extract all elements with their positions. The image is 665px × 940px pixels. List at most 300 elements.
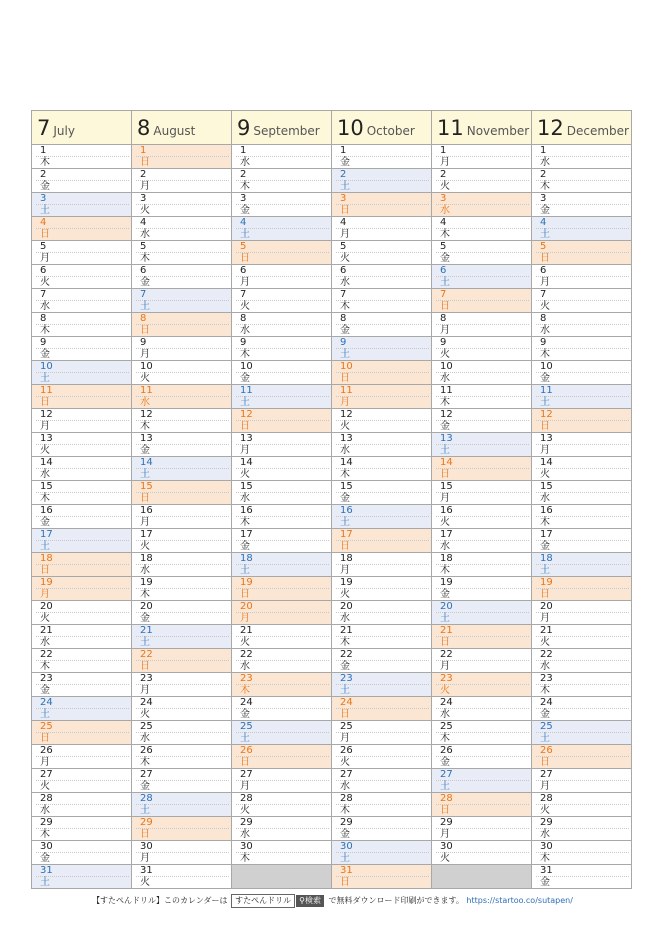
day-number: 21 (40, 625, 53, 636)
day-cell (132, 289, 232, 313)
day-cell (532, 313, 632, 337)
day-number: 9 (240, 337, 247, 348)
day-cell (232, 577, 332, 601)
day-number: 2 (40, 169, 47, 180)
day-row (32, 193, 632, 217)
weekday-label: 水 (340, 277, 350, 288)
day-number: 28 (140, 793, 153, 804)
weekday-label: 土 (240, 565, 250, 576)
weekday-label: 金 (540, 205, 550, 216)
weekday-label: 金 (40, 181, 50, 192)
day-cell (232, 553, 332, 577)
day-row (32, 841, 632, 865)
day-number: 16 (140, 505, 153, 516)
day-row (32, 505, 632, 529)
day-cell (32, 169, 132, 193)
weekday-label: 月 (540, 613, 550, 624)
day-number: 9 (40, 337, 47, 348)
day-number: 20 (440, 601, 453, 612)
day-number: 7 (540, 289, 547, 300)
day-cell (132, 505, 232, 529)
day-cell (32, 289, 132, 313)
day-number: 1 (340, 145, 347, 156)
day-number: 27 (440, 769, 453, 780)
weekday-label: 日 (140, 493, 150, 504)
weekday-label: 水 (140, 565, 150, 576)
weekday-label: 金 (440, 253, 450, 264)
day-number: 21 (540, 625, 553, 636)
day-number: 22 (340, 649, 353, 660)
weekday-label: 水 (240, 325, 250, 336)
footer-url[interactable]: https://startoo.co/sutapen/ (466, 896, 573, 905)
day-number: 18 (240, 553, 253, 564)
day-cell (432, 433, 532, 457)
day-row (32, 313, 632, 337)
day-number: 13 (40, 433, 53, 444)
weekday-label: 日 (540, 421, 550, 432)
day-cell (32, 745, 132, 769)
weekday-label: 月 (540, 277, 550, 288)
weekday-label: 火 (340, 421, 350, 432)
day-cell (32, 313, 132, 337)
weekday-label: 火 (340, 253, 350, 264)
day-cell (432, 721, 532, 745)
day-number: 26 (340, 745, 353, 756)
day-cell (532, 793, 632, 817)
day-number: 28 (40, 793, 53, 804)
day-cell (532, 841, 632, 865)
weekday-label: 木 (540, 685, 550, 696)
day-cell (32, 865, 132, 889)
day-cell (432, 217, 532, 241)
month-number: 12 (537, 115, 564, 140)
weekday-label: 金 (40, 685, 50, 696)
day-number: 20 (340, 601, 353, 612)
day-cell (532, 361, 632, 385)
day-cell (332, 553, 432, 577)
day-number: 16 (440, 505, 453, 516)
day-number: 1 (240, 145, 247, 156)
day-cell (232, 385, 332, 409)
empty-day-cell (232, 865, 332, 889)
month-number: 8 (137, 115, 151, 140)
day-cell (132, 721, 232, 745)
weekday-label: 日 (40, 565, 50, 576)
day-row (32, 361, 632, 385)
day-cell (132, 409, 232, 433)
weekday-label: 日 (540, 589, 550, 600)
day-number: 3 (440, 193, 447, 204)
day-cell (532, 337, 632, 361)
day-number: 15 (340, 481, 353, 492)
day-number: 3 (140, 193, 147, 204)
weekday-label: 木 (140, 757, 150, 768)
day-number: 11 (40, 385, 53, 396)
day-row (32, 745, 632, 769)
day-row (32, 169, 632, 193)
day-cell (132, 577, 232, 601)
day-number: 22 (240, 649, 253, 660)
weekday-label: 月 (240, 781, 250, 792)
weekday-label: 木 (240, 349, 250, 360)
day-number: 16 (540, 505, 553, 516)
day-cell (232, 649, 332, 673)
weekday-label: 水 (40, 805, 50, 816)
day-number: 24 (40, 697, 53, 708)
day-cell (232, 817, 332, 841)
day-number: 20 (40, 601, 53, 612)
day-cell (332, 241, 432, 265)
day-cell (532, 289, 632, 313)
weekday-label: 月 (440, 493, 450, 504)
day-cell (32, 385, 132, 409)
day-cell (532, 145, 632, 169)
day-cell (32, 529, 132, 553)
weekday-label: 水 (140, 229, 150, 240)
weekday-label: 火 (440, 853, 450, 864)
weekday-label: 火 (340, 757, 350, 768)
day-row (32, 457, 632, 481)
day-cell (332, 697, 432, 721)
day-number: 6 (540, 265, 547, 276)
weekday-label: 金 (240, 205, 250, 216)
weekday-label: 木 (540, 853, 550, 864)
day-number: 19 (140, 577, 153, 588)
day-number: 16 (340, 505, 353, 516)
day-number: 29 (440, 817, 453, 828)
day-cell (132, 625, 232, 649)
day-cell (32, 217, 132, 241)
weekday-label: 土 (140, 469, 150, 480)
weekday-label: 土 (540, 397, 550, 408)
day-cell (332, 769, 432, 793)
day-number: 6 (240, 265, 247, 276)
day-number: 4 (440, 217, 447, 228)
day-number: 2 (140, 169, 147, 180)
day-cell (32, 673, 132, 697)
day-cell (332, 601, 432, 625)
day-number: 5 (40, 241, 47, 252)
weekday-label: 火 (540, 637, 550, 648)
day-cell (32, 433, 132, 457)
day-number: 29 (340, 817, 353, 828)
weekday-label: 日 (340, 205, 350, 216)
day-number: 8 (40, 313, 47, 324)
day-number: 23 (540, 673, 553, 684)
weekday-label: 月 (440, 157, 450, 168)
day-cell (432, 289, 532, 313)
day-number: 19 (540, 577, 553, 588)
day-number: 6 (440, 265, 447, 276)
day-row (32, 409, 632, 433)
day-cell (532, 433, 632, 457)
day-row (32, 145, 632, 169)
day-row (32, 649, 632, 673)
month-number: 9 (237, 115, 251, 140)
search-button (296, 895, 324, 907)
day-cell (232, 433, 332, 457)
weekday-label: 木 (540, 181, 550, 192)
day-cell (532, 217, 632, 241)
day-number: 2 (340, 169, 347, 180)
day-cell (132, 313, 232, 337)
weekday-label: 木 (240, 685, 250, 696)
weekday-label: 水 (340, 781, 350, 792)
day-cell (532, 577, 632, 601)
weekday-label: 土 (240, 397, 250, 408)
day-cell (32, 817, 132, 841)
day-cell (32, 361, 132, 385)
weekday-label: 金 (40, 349, 50, 360)
day-row (32, 697, 632, 721)
day-cell (432, 457, 532, 481)
day-number: 24 (140, 697, 153, 708)
weekday-label: 木 (240, 181, 250, 192)
day-cell (332, 337, 432, 361)
day-cell (432, 841, 532, 865)
month-header-row (32, 111, 632, 145)
day-number: 11 (440, 385, 453, 396)
weekday-label: 金 (340, 325, 350, 336)
day-cell (332, 313, 432, 337)
day-cell (32, 841, 132, 865)
weekday-label: 水 (440, 709, 450, 720)
day-row (32, 337, 632, 361)
weekday-label: 水 (140, 397, 150, 408)
weekday-label: 水 (240, 493, 250, 504)
day-number: 14 (340, 457, 353, 468)
day-number: 17 (540, 529, 553, 540)
weekday-label: 金 (440, 589, 450, 600)
search-icon: ⚲ (299, 896, 305, 905)
day-cell (532, 625, 632, 649)
day-number: 31 (140, 865, 153, 876)
weekday-label: 火 (40, 277, 50, 288)
day-cell (332, 361, 432, 385)
day-number: 18 (440, 553, 453, 564)
weekday-label: 月 (40, 421, 50, 432)
day-cell (432, 193, 532, 217)
day-number: 14 (140, 457, 153, 468)
weekday-label: 水 (540, 493, 550, 504)
day-cell (132, 649, 232, 673)
weekday-label: 金 (340, 493, 350, 504)
day-number: 25 (440, 721, 453, 732)
day-cell (332, 625, 432, 649)
day-number: 9 (140, 337, 147, 348)
weekday-label: 日 (540, 757, 550, 768)
weekday-label: 金 (440, 421, 450, 432)
weekday-label: 水 (540, 661, 550, 672)
weekday-label: 水 (440, 541, 450, 552)
month-header (132, 111, 232, 145)
day-number: 12 (540, 409, 553, 420)
day-cell (432, 553, 532, 577)
day-cell (232, 793, 332, 817)
weekday-label: 木 (340, 469, 350, 480)
day-number: 28 (440, 793, 453, 804)
day-cell (332, 481, 432, 505)
day-cell (432, 601, 532, 625)
day-cell (32, 649, 132, 673)
day-cell (32, 241, 132, 265)
day-row (32, 217, 632, 241)
day-number: 1 (540, 145, 547, 156)
day-cell (232, 337, 332, 361)
weekday-label: 金 (540, 541, 550, 552)
weekday-label: 日 (240, 421, 250, 432)
day-number: 18 (140, 553, 153, 564)
day-row (32, 625, 632, 649)
weekday-label: 日 (140, 157, 150, 168)
footer-suffix: で無料ダウンロード印刷ができます。 (328, 896, 464, 905)
weekday-label: 日 (40, 397, 50, 408)
day-row (32, 553, 632, 577)
day-number: 17 (340, 529, 353, 540)
weekday-label: 火 (40, 781, 50, 792)
weekday-label: 火 (540, 301, 550, 312)
day-number: 26 (240, 745, 253, 756)
day-cell (132, 769, 232, 793)
day-cell (432, 481, 532, 505)
day-number: 21 (340, 625, 353, 636)
day-number: 28 (340, 793, 353, 804)
day-cell (132, 193, 232, 217)
day-cell (232, 625, 332, 649)
weekday-label: 日 (440, 469, 450, 480)
weekday-label: 土 (40, 205, 50, 216)
weekday-label: 月 (40, 589, 50, 600)
day-number: 31 (540, 865, 553, 876)
day-cell (132, 217, 232, 241)
weekday-label: 水 (440, 205, 450, 216)
weekday-label: 木 (540, 517, 550, 528)
weekday-label: 火 (40, 613, 50, 624)
day-cell (132, 457, 232, 481)
day-number: 24 (440, 697, 453, 708)
day-cell (532, 865, 632, 889)
day-number: 7 (140, 289, 147, 300)
day-cell (132, 697, 232, 721)
day-cell (32, 601, 132, 625)
day-cell (332, 721, 432, 745)
weekday-label: 金 (40, 853, 50, 864)
weekday-label: 金 (240, 541, 250, 552)
day-row (32, 289, 632, 313)
day-number: 7 (340, 289, 347, 300)
day-cell (32, 553, 132, 577)
weekday-label: 日 (440, 805, 450, 816)
day-number: 21 (440, 625, 453, 636)
weekday-label: 火 (440, 181, 450, 192)
day-cell (532, 265, 632, 289)
day-number: 14 (540, 457, 553, 468)
weekday-label: 月 (340, 229, 350, 240)
day-number: 26 (140, 745, 153, 756)
day-cell (132, 433, 232, 457)
day-number: 13 (140, 433, 153, 444)
day-number: 2 (240, 169, 247, 180)
day-number: 10 (40, 361, 53, 372)
day-cell (332, 745, 432, 769)
day-number: 4 (140, 217, 147, 228)
day-number: 10 (440, 361, 453, 372)
day-cell (232, 721, 332, 745)
weekday-label: 月 (440, 661, 450, 672)
weekday-label: 日 (240, 589, 250, 600)
weekday-label: 月 (240, 445, 250, 456)
day-number: 11 (540, 385, 553, 396)
day-number: 6 (40, 265, 47, 276)
weekday-label: 水 (40, 301, 50, 312)
day-cell (532, 697, 632, 721)
day-number: 17 (140, 529, 153, 540)
weekday-label: 火 (440, 685, 450, 696)
day-number: 22 (540, 649, 553, 660)
day-number: 23 (40, 673, 53, 684)
weekday-label: 月 (340, 397, 350, 408)
day-number: 15 (540, 481, 553, 492)
day-cell (232, 241, 332, 265)
day-row (32, 481, 632, 505)
weekday-label: 金 (40, 517, 50, 528)
month-number: 10 (337, 115, 364, 140)
day-cell (332, 193, 432, 217)
month-name: November (466, 123, 530, 138)
weekday-label: 月 (240, 277, 250, 288)
month-name: October (366, 123, 415, 138)
day-number: 12 (140, 409, 153, 420)
footer (0, 894, 665, 908)
day-cell (432, 385, 532, 409)
day-cell (332, 433, 432, 457)
day-cell (32, 577, 132, 601)
day-number: 30 (340, 841, 353, 852)
day-cell (432, 265, 532, 289)
weekday-label: 日 (340, 541, 350, 552)
weekday-label: 土 (340, 517, 350, 528)
day-number: 21 (140, 625, 153, 636)
day-cell (32, 193, 132, 217)
weekday-label: 火 (140, 541, 150, 552)
weekday-label: 月 (240, 613, 250, 624)
day-number: 28 (240, 793, 253, 804)
day-cell (232, 529, 332, 553)
day-row (32, 793, 632, 817)
month-number: 7 (37, 115, 51, 140)
weekday-label: 木 (40, 493, 50, 504)
day-number: 8 (240, 313, 247, 324)
day-cell (532, 529, 632, 553)
weekday-label: 月 (540, 445, 550, 456)
day-cell (132, 553, 232, 577)
day-cell (332, 817, 432, 841)
day-cell (32, 697, 132, 721)
weekday-label: 日 (140, 325, 150, 336)
weekday-label: 水 (340, 445, 350, 456)
weekday-label: 木 (240, 517, 250, 528)
day-cell (132, 817, 232, 841)
day-number: 30 (240, 841, 253, 852)
day-number: 5 (240, 241, 247, 252)
weekday-label: 木 (440, 733, 450, 744)
day-cell (432, 673, 532, 697)
day-number: 30 (540, 841, 553, 852)
day-cell (132, 865, 232, 889)
weekday-label: 日 (140, 661, 150, 672)
day-number: 8 (340, 313, 347, 324)
month-header (32, 111, 132, 145)
